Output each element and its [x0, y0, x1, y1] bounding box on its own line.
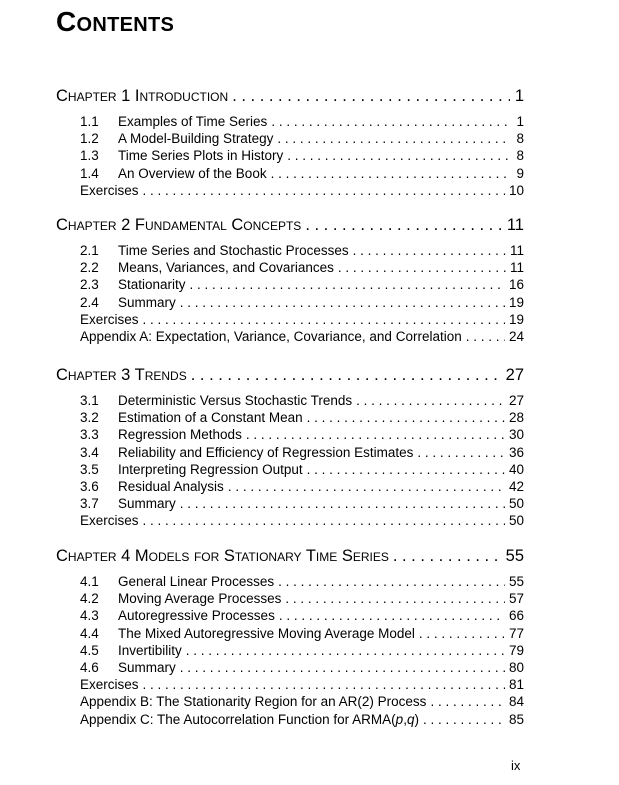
- dot-leader: [353, 243, 506, 258]
- dot-leader: [279, 608, 505, 623]
- chapter-page-number: 55: [505, 547, 524, 565]
- section-number: 3.1: [80, 393, 99, 408]
- dot-leader: [191, 366, 502, 385]
- section-page-number: 50: [508, 496, 524, 512]
- section-number: 3.2: [80, 410, 99, 426]
- chapter-page-number: 27: [505, 366, 524, 384]
- section-title: Deterministic Versus Stochastic Trends: [118, 393, 353, 408]
- chapter-page-number: 1: [514, 87, 524, 105]
- toc-section-entry[interactable]: [80, 243, 524, 261]
- section-page-number: 8: [516, 131, 524, 147]
- dot-leader: [466, 329, 505, 344]
- section-title: Moving Average Processes: [118, 591, 282, 607]
- section-number: 3.6: [80, 479, 99, 494]
- toc-section-entry[interactable]: [80, 295, 524, 313]
- dot-leader: [430, 694, 505, 709]
- toc-chapter-entry[interactable]: [56, 87, 524, 109]
- section-number: 3.3: [80, 427, 99, 443]
- section-number: 2.4: [80, 294, 99, 310]
- dot-leader: [338, 260, 506, 275]
- toc-section-entry[interactable]: [80, 312, 524, 330]
- section-page-number: 11: [509, 243, 524, 258]
- section-page-number: 66: [508, 608, 524, 624]
- section-title: Estimation of a Constant Mean: [118, 410, 303, 426]
- section-number: 2.2: [80, 260, 99, 276]
- section-title: Summary: [118, 660, 176, 675]
- section-title: The Mixed Autoregressive Moving Average Model: [118, 625, 415, 641]
- toc-section-entry[interactable]: [80, 694, 524, 712]
- section-page-number: 55: [508, 574, 524, 589]
- section-number: 4.2: [80, 591, 99, 607]
- section-page-number: 19: [508, 294, 524, 310]
- dot-leader: [143, 513, 505, 528]
- dot-leader: [180, 496, 505, 511]
- toc-section-entry[interactable]: [80, 513, 524, 531]
- dot-leader: [305, 216, 503, 235]
- dot-leader: [246, 427, 505, 442]
- section-title: Invertibility: [118, 642, 182, 658]
- section-page-number: 11: [509, 260, 524, 276]
- toc-section-entry[interactable]: [80, 260, 524, 278]
- toc-section-entry[interactable]: [80, 114, 524, 132]
- dot-leader: [143, 183, 505, 198]
- section-title: Appendix A: Expectation, Variance, Covariance, and Correlation: [80, 329, 462, 344]
- section-title: Exercises: [80, 182, 139, 198]
- toc-section-entry[interactable]: [80, 643, 524, 661]
- dot-leader: [356, 393, 505, 408]
- toc-section-entry[interactable]: [80, 131, 524, 149]
- toc-section-entry[interactable]: [80, 591, 524, 609]
- toc-section-entry[interactable]: [80, 445, 524, 463]
- section-page-number: 30: [508, 427, 524, 443]
- section-page-number: 81: [508, 677, 524, 693]
- section-page-number: 77: [508, 625, 524, 641]
- section-page-number: 42: [508, 479, 524, 494]
- section-title: Appendix C: The Autocorrelation Function for ARMA(p,q): [80, 711, 419, 727]
- section-title: Summary: [118, 496, 176, 512]
- section-page-number: 36: [508, 444, 524, 460]
- toc-section-entry[interactable]: [80, 677, 524, 695]
- section-title: Summary: [118, 294, 176, 310]
- dot-leader: [190, 277, 505, 292]
- section-number: 3.4: [80, 444, 99, 460]
- toc-section-entry[interactable]: [80, 148, 524, 166]
- section-number: 4.1: [80, 574, 99, 589]
- section-title: Stationarity: [118, 277, 186, 293]
- chapter-title: Chapter 2 Fundamental Concepts: [56, 216, 302, 234]
- chapter-page-number: 11: [506, 216, 524, 234]
- dot-leader: [143, 677, 505, 692]
- section-page-number: 50: [508, 513, 524, 529]
- dot-leader: [393, 547, 502, 566]
- dot-leader: [143, 312, 505, 327]
- section-number: 3.7: [80, 496, 99, 512]
- section-title: Reliability and Efficiency of Regression Estimates: [118, 444, 414, 460]
- dot-leader: [278, 574, 505, 589]
- section-page-number: 85: [508, 711, 524, 727]
- toc-section-entry[interactable]: [80, 608, 524, 626]
- toc-section-entry[interactable]: [80, 410, 524, 428]
- section-number: 1.2: [80, 131, 99, 147]
- section-page-number: 10: [508, 182, 524, 198]
- section-page-number: 57: [508, 591, 524, 607]
- section-number: 4.3: [80, 608, 99, 624]
- section-page-number: 8: [516, 148, 524, 164]
- dot-leader: [307, 462, 505, 477]
- section-page-number: 19: [508, 311, 524, 327]
- dot-leader: [417, 445, 505, 460]
- section-title: Exercises: [80, 513, 139, 529]
- section-title: Regression Methods: [118, 427, 242, 443]
- toc-section-entry[interactable]: [80, 427, 524, 445]
- section-title: An Overview of the Book: [118, 165, 267, 181]
- toc-section-entry[interactable]: [80, 574, 524, 592]
- section-number: 4.4: [80, 625, 99, 641]
- dot-leader: [271, 166, 510, 181]
- toc-chapter-entry[interactable]: [56, 366, 524, 388]
- section-page-number: 40: [508, 461, 524, 477]
- section-page-number: 1: [516, 114, 524, 129]
- toc-section-entry[interactable]: [80, 393, 524, 411]
- section-title: Examples of Time Series: [118, 114, 268, 129]
- dot-leader: [423, 712, 505, 727]
- toc-section-entry[interactable]: [80, 277, 524, 295]
- dot-leader: [232, 87, 510, 106]
- section-page-number: 84: [508, 694, 524, 710]
- toc-section-entry[interactable]: [80, 166, 524, 184]
- section-title: Means, Variances, and Covariances: [118, 260, 334, 276]
- dot-leader: [271, 114, 510, 129]
- section-number: 1.4: [80, 165, 99, 181]
- section-title: A Model-Building Strategy: [118, 131, 274, 147]
- toc-section-entry[interactable]: [80, 329, 524, 347]
- toc-section-entry[interactable]: [80, 626, 524, 644]
- dot-leader: [307, 410, 505, 425]
- page-number: ix: [511, 758, 521, 773]
- section-title: Exercises: [80, 677, 139, 693]
- section-page-number: 79: [508, 642, 524, 658]
- section-number: 3.5: [80, 461, 99, 477]
- section-title: Autoregressive Processes: [118, 608, 275, 624]
- section-number: 1.1: [80, 114, 99, 129]
- toc-section-entry[interactable]: [80, 660, 524, 678]
- section-title: Time Series Plots in History: [118, 148, 284, 164]
- toc-section-entry[interactable]: [80, 183, 524, 201]
- dot-leader: [186, 643, 505, 658]
- section-page-number: 28: [508, 410, 524, 426]
- section-page-number: 24: [508, 329, 524, 344]
- dot-leader: [287, 148, 510, 163]
- section-title: Time Series and Stochastic Processes: [118, 243, 349, 258]
- section-page-number: 16: [508, 277, 524, 293]
- section-title: Exercises: [80, 311, 139, 327]
- section-number: 2.1: [80, 243, 99, 258]
- section-number: 2.3: [80, 277, 99, 293]
- toc-section-entry[interactable]: [80, 712, 524, 730]
- section-title: Residual Analysis: [118, 479, 224, 494]
- section-number: 4.6: [80, 660, 99, 675]
- dot-leader: [180, 660, 505, 675]
- section-page-number: 9: [516, 165, 524, 181]
- section-title: Interpreting Regression Output: [118, 461, 303, 477]
- toc-chapter-entry[interactable]: [56, 547, 524, 569]
- toc-section-entry[interactable]: [80, 496, 524, 514]
- section-title: Appendix B: The Stationarity Region for an AR(2) Process: [80, 694, 427, 710]
- section-page-number: 27: [508, 393, 524, 408]
- chapter-title: Chapter 4 Models for Stationary Time Series: [56, 547, 389, 565]
- toc-section-entry[interactable]: [80, 462, 524, 480]
- toc-chapter-entry[interactable]: [56, 216, 524, 238]
- dot-leader: [419, 626, 505, 641]
- section-title: General Linear Processes: [118, 574, 275, 589]
- dot-leader: [228, 479, 505, 494]
- section-number: 4.5: [80, 642, 99, 658]
- section-page-number: 80: [508, 660, 524, 675]
- page-title: Contents: [56, 6, 175, 37]
- chapter-title: Chapter 3 Trends: [56, 366, 187, 384]
- section-number: 1.3: [80, 148, 99, 164]
- dot-leader: [180, 295, 505, 310]
- chapter-title: Chapter 1 Introduction: [56, 87, 229, 105]
- toc-section-entry[interactable]: [80, 479, 524, 497]
- dot-leader: [277, 131, 510, 146]
- dot-leader: [285, 591, 505, 606]
